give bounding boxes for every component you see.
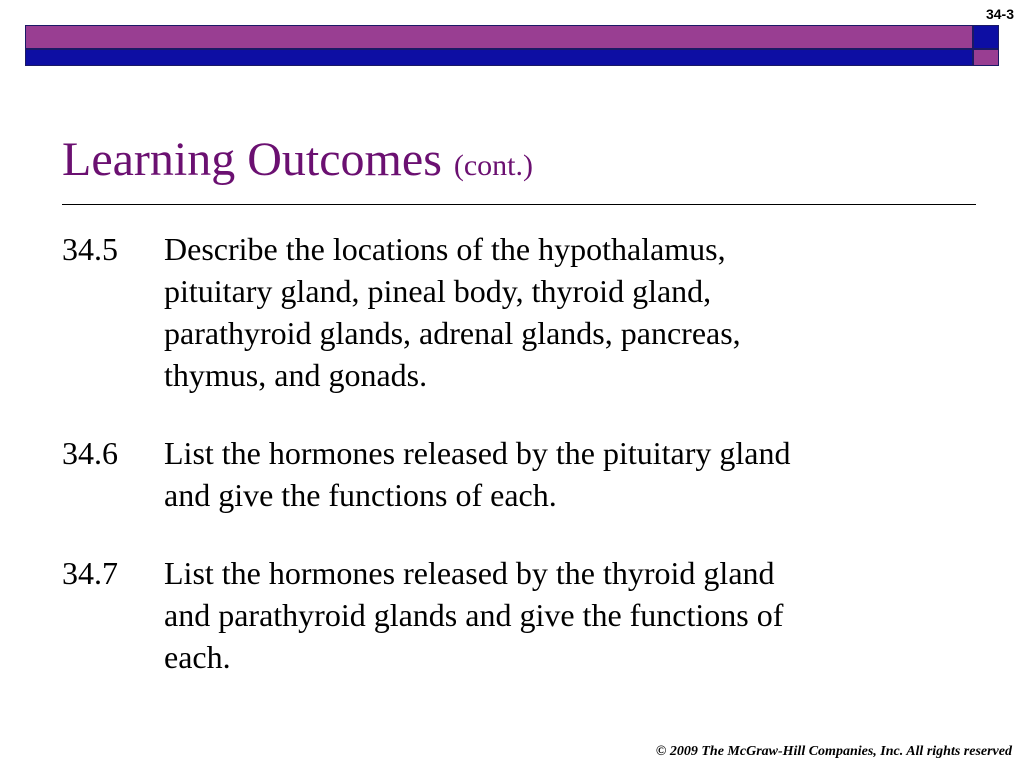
outcome-line: parathyroid glands, adrenal glands, pancreas, <box>164 315 741 351</box>
outcome-line: Describe the locations of the hypothalamus, <box>164 231 726 267</box>
copyright-footer: © 2009 The McGraw-Hill Companies, Inc. All rights reserved <box>655 744 1012 759</box>
page-title <box>62 132 533 194</box>
outcome-line: pituitary gland, pineal body, thyroid gland, <box>164 273 712 309</box>
outcome-34-7 <box>62 552 962 678</box>
outcome-text <box>164 228 962 396</box>
outcome-line: List the hormones released by the pituitary gland <box>164 435 791 471</box>
header-bar-purple <box>25 25 973 49</box>
outcome-34-5 <box>62 228 962 396</box>
title-main: Learning Outcomes <box>62 133 442 186</box>
outcome-line: and parathyroid glands and give the functions of <box>164 597 784 633</box>
outcome-line: and give the functions of each. <box>164 477 557 513</box>
outcome-line: List the hormones released by the thyroid gland <box>164 555 775 591</box>
outcome-line: thymus, and gonads. <box>164 357 428 393</box>
header-square-purple <box>973 49 999 66</box>
title-underline <box>62 204 976 205</box>
outcomes-list <box>62 228 962 714</box>
title-suffix: (cont.) <box>453 149 534 182</box>
outcome-34-6 <box>62 432 962 516</box>
slide-number: 34-3 <box>985 6 1014 22</box>
outcome-text <box>164 432 962 516</box>
outcome-line: each. <box>164 639 231 675</box>
outcome-number: 34.5 <box>62 231 118 267</box>
outcome-text <box>164 552 962 678</box>
header-square-blue <box>973 25 999 49</box>
header-bar-blue <box>25 49 973 66</box>
outcome-number: 34.6 <box>62 435 118 471</box>
outcome-number: 34.7 <box>62 555 118 591</box>
